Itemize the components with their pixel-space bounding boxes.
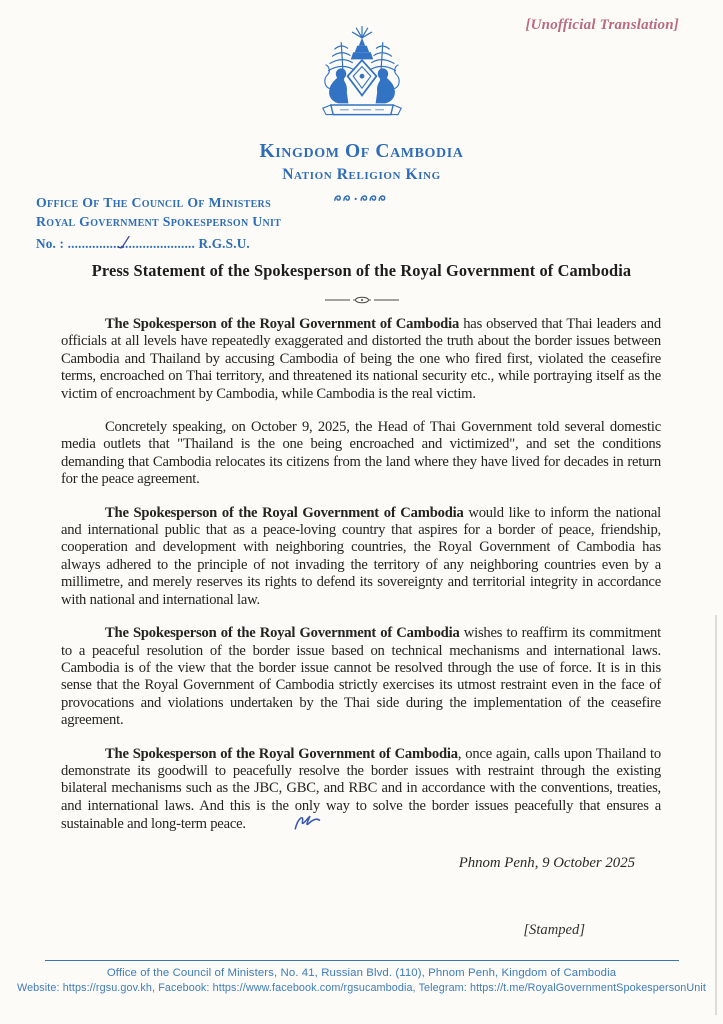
scan-edge-artifact [715,615,717,1015]
statement-paragraph [61,746,661,839]
translation-note: [Unofficial Translation] [525,17,679,33]
royal-arms-emblem-icon [302,25,422,134]
national-motto: Nation Religion King [282,166,441,183]
statement-paragraph [61,505,661,609]
paragraph-text: would like to inform the national and international public that as a peace-loving country that aspires for a border of peace, friendship, cooperation and development with neighboring countries, the Royal Government of Cambodia has always adhered to the principle of not invading the territory of any neighboring countries even by a millimetre, and merely reserves its rights to defend its sovereignty and territorial integrity in accordance with national and international law. [61,504,661,608]
ref-dots-left: ................ [67,236,124,251]
paragraph-text: has observed that Thai leaders and officials at all levels have repeatedly exaggerated and distorted the truth about the border issues between Cambodia and Thailand by accusing Cambodia of being the one who fired first, violated the ceasefire terms, encroached on Thai territory, and threatened its national security etc., while portraying itself as the victim of encroachment by Cambodia, while Cambodia is the real victim. [61,316,661,402]
statement-body [61,316,661,939]
footer-contacts: Website: https://rgsu.gov.kh, Facebook: https://www.facebook.com/rgsucambodia, Telegram: https://t.me/RoyalGovernmentSpokespersonUnit [16,982,707,994]
office-line-2: Royal Government Spokesperson Unit [36,214,282,229]
stamped-note: [Stamped] [523,921,585,938]
checkmark-icon [116,235,132,256]
bold-lead: The Spokesperson of the Royal Government of Cambodia [105,745,458,762]
ref-dots-right: ..................... [121,236,195,251]
ref-label: No. : [36,236,65,251]
statement-paragraph [61,419,661,489]
statement-paragraph [61,625,661,729]
statement-title: Press Statement of the Spokesperson of the Royal Government of Cambodia [91,261,632,280]
ref-number-line [36,232,281,253]
title-divider-icon [325,292,399,310]
signature-scribble-icon [246,811,322,842]
bold-lead: The Spokesperson of the Royal Government of Cambodia [105,625,460,642]
bold-lead: The Spokesperson of the Royal Government of Cambodia [105,316,460,332]
office-line-1: Office Of The Council Of Ministers [36,195,271,210]
footer [0,960,723,994]
paragraph-text: wishes to reaffirm its commitment to a peaceful resolution of the border issue based on technical mechanisms and international laws. Cambodia is of the view that the border issue cannot be resolved through the use of force. It is in this sense that the Royal Government of Cambodia strictly exercises its utmost restraint even in the face of provocations and violations undertaken by the Thai side during the implementation of the ceasefire agreement. [61,625,661,729]
kingdom-title: Kingdom Of Cambodia [259,141,464,162]
dateline: Phnom Penh, 9 October 2025 [458,854,635,871]
paragraph-text: Concretely speaking, on October 9, 2025, the Head of Thai Government told several domestic media outlets that "Thailand is the one being encroached and victimized", and set the conditions demanding that Cambodia relocates its citizens from the land where they have lived for decades in return for the peace agreement. [61,419,661,488]
statement-paragraph [61,316,661,403]
paragraph-text: , once again, calls upon Thailand to demonstrate its goodwill to peacefully resolve the border issues with restraint through the existing bilateral mechanisms such as the JBC, GBC, and RBC and in accordance with the conventions, treaties, and international laws. And this is the only way to solve the border issues peacefully that ensures a sustainable and long-term peace. [61,745,662,833]
footer-address: Office of the Council of Ministers, No. 41, Russian Blvd. (110), Phnom Penh, Kingdom of Cambodia [106,967,617,979]
office-block [36,193,281,253]
khmer-ornament-icon [333,190,391,208]
footer-rule [45,960,679,961]
ref-suffix: R.G.S.U. [198,236,250,251]
bold-lead: The Spokesperson of the Royal Government of Cambodia [105,504,464,521]
